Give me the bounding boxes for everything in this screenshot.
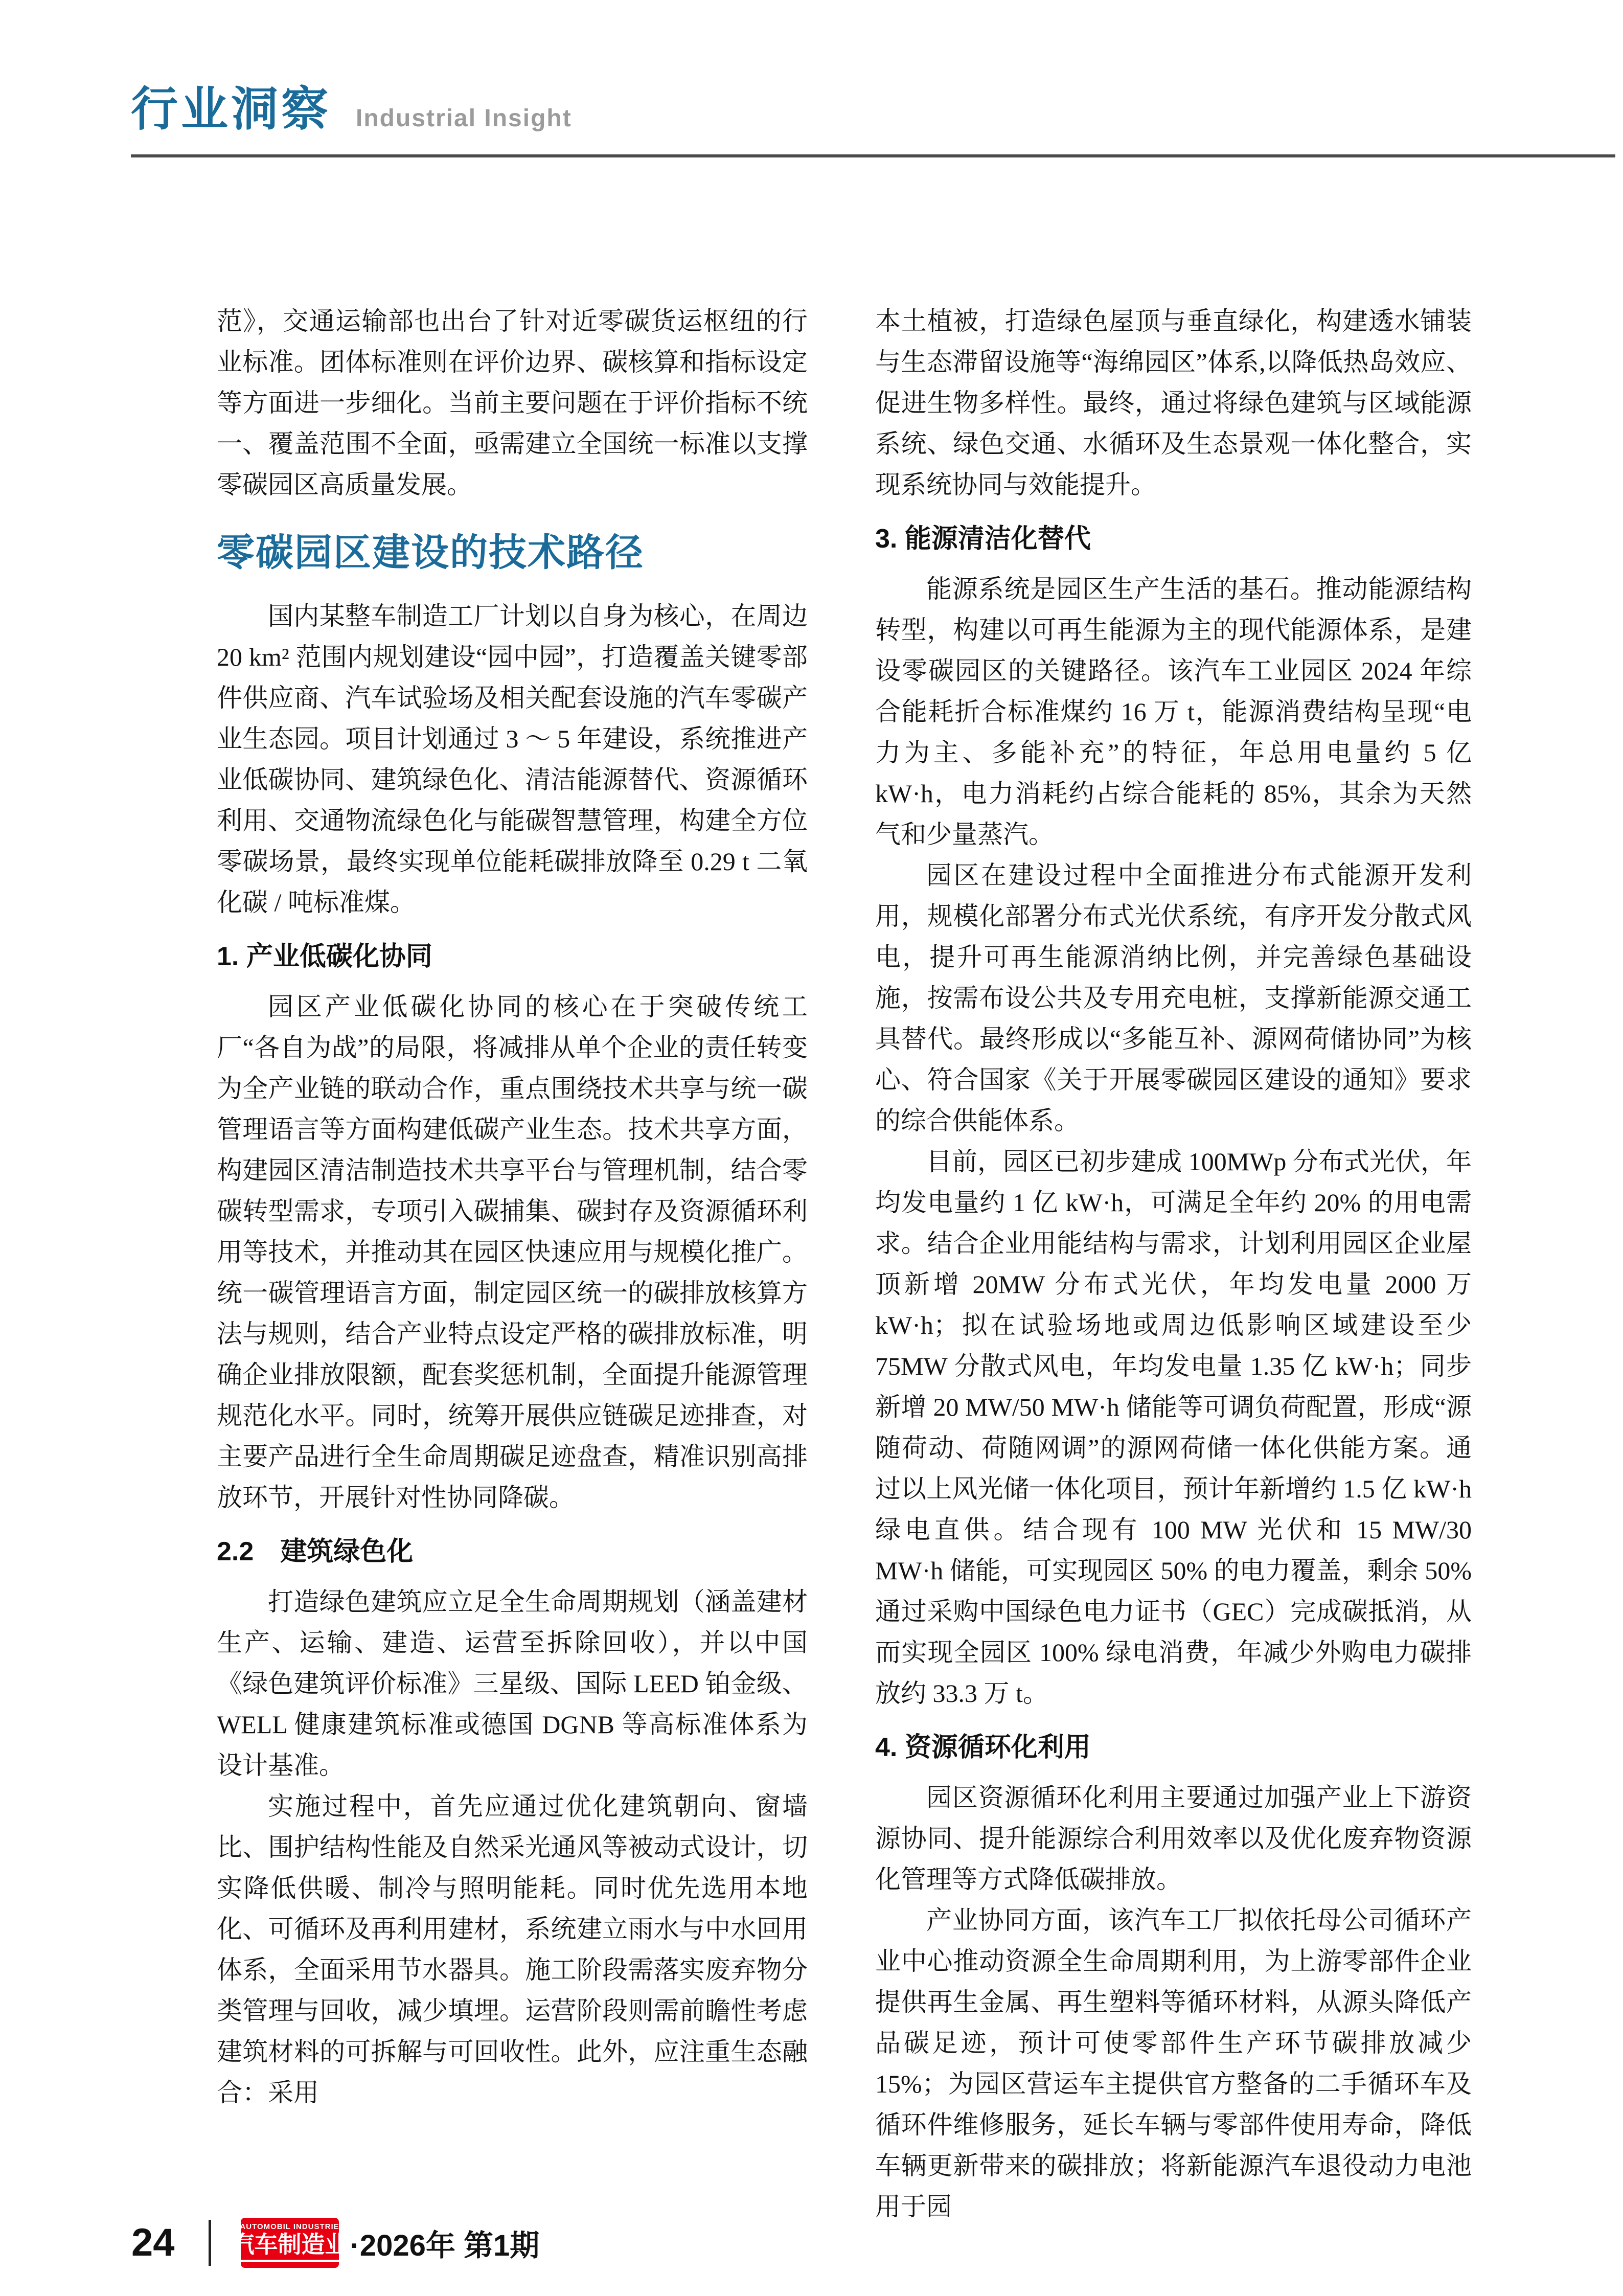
paragraph: 打造绿色建筑应立足全生命周期规划（涵盖建材生产、运输、建造、运营至拆除回收），并以中国《绿色建筑评价标准》三星级、国际 LEED 铂金级、WELL 健康建筑标准或德国 DGNB 等高标准体系为设计基准。 [217, 1587, 808, 1780]
section-heading: 零碳园区建设的技术路径 [217, 531, 644, 574]
section-title-cn: 行业洞察 [131, 83, 332, 135]
right-column [875, 301, 1472, 2227]
header-rule [131, 154, 1615, 157]
subsection-heading-3: 3. 能源清洁化替代 [875, 524, 1091, 554]
page-number: 24 [131, 2221, 175, 2264]
section-title-en: Industrial Insight [356, 105, 572, 132]
paragraph: 能源系统是园区生产生活的基石。推动能源结构转型，构建以可再生能源为主的现代能源体系，是建设零碳园区的关键路径。该汽车工业园区 2024 年综合能耗折合标准煤约 16 万 t，能源消费结构呈现“电力为主、多能补充”的特征，年总用电量约 5 亿 kW·h，电力消耗约占综合能耗的 85%，其余为天然气和少量蒸汽。 [875, 575, 1472, 849]
paragraph: 园区产业低碳化协同的核心在于突破传统工厂“各自为战”的局限，将减排从单个企业的责任转变为全产业链的联动合作，重点围绕技术共享与统一碳管理语言等方面构建低碳产业生态。技术共享方面，构建园区清洁制造技术共享平台与管理机制，结合零碳转型需求，专项引入碳捕集、碳封存及资源循环利用等技术，并推动其在园区快速应用与规模化推广。统一碳管理语言方面，制定园区统一的碳排放核算方法与规则，结合产业特点设定严格的碳排放标准，明确企业排放限额，配套奖惩机制，全面提升能源管理规范化水平。同时，统筹开展供应链碳足迹排查，对主要产品进行全生命周期碳足迹盘查，精准识别高排放环节，开展针对性协同降碳。 [217, 992, 808, 1512]
page-footer [131, 2218, 539, 2268]
page-header [131, 83, 572, 135]
paragraph: 目前，园区已初步建成 100MWp 分布式光伏，年均发电量约 1 亿 kW·h，可满足全年约 20% 的用电需求。结合企业用能结构与需求，计划利用园区企业屋顶新增 20MW 分布式光伏，年均发电量 2000 万 kW·h；拟在试验场地或周边低影响区域建设至少 75MW 分散式风电，年均发电量 1.35 亿 kW·h；同步新增 20 MW/50 MW·h 储能等可调负荷配置，形成“源随荷动、荷随网调”的源网荷储一体化供能方案。通过以上风光储一体化项目，预计年新增约 1.5 亿 kW·h 绿电直供。结合现有 100 MW 光伏和 15 MW/30 MW·h 储能，可实现园区 50% 的电力覆盖，剩余 50% 通过采购中国绿色电力证书（GEC）完成碳抵消，从而实现全园区 100% 绿电消费，年减少外购电力碳排放约 33.3 万 t。 [875, 1147, 1472, 1708]
footer-divider [209, 2220, 211, 2266]
issue-info: ·2026年 第1期 [350, 2229, 540, 2262]
paragraph: 园区资源循环化利用主要通过加强产业上下游资源协同、提升能源综合利用效率以及优化废弃物资源化管理等方式降低碳排放。 [875, 1783, 1472, 1894]
magazine-logo-title: 汽车制造业 [231, 2231, 349, 2262]
paragraph: 产业协同方面，该汽车工厂拟依托母公司循环产业中心推动资源全生命周期利用，为上游零部件企业提供再生金属、再生塑料等循环材料，从源头降低产品碳足迹，预计可使零部件生产环节碳排放减少 15%；为园区营运车主提供官方整备的二手循环车及循环件维修服务，延长车辆与零部件使用寿命，降低车辆更新带来的碳排放；将新能源汽车退役动力电池用于园 [875, 1906, 1472, 2221]
paragraph: 园区在建设过程中全面推进分布式能源开发利用，规模化部署分布式光伏系统，有序开发分散式风电，提升可再生能源消纳比例，并完善绿色基础设施，按需布设公共及专用充电桩，支撑新能源交通工具替代。最终形成以“多能互补、源网荷储协同”为核心、符合国家《关于开展零碳园区建设的通知》要求的综合供能体系。 [875, 861, 1472, 1135]
paragraph: 本土植被，打造绿色屋顶与垂直绿化，构建透水铺装与生态滞留设施等“海绵园区”体系,以降低热岛效应、促进生物多样性。最终，通过将绿色建筑与区域能源系统、绿色交通、水循环及生态景观一体化整合，实现系统协同与效能提升。 [875, 307, 1472, 499]
left-column [217, 301, 808, 2113]
subsection-heading-4: 4. 资源循环化利用 [875, 1733, 1091, 1762]
subsection-heading-1: 1. 产业低碳化协同 [217, 942, 432, 972]
paragraph: 实施过程中，首先应通过优化建筑朝向、窗墙比、围护结构性能及自然采光通风等被动式设计，切实降低供暖、制冷与照明能耗。同时优先选用本地化、可循环及再利用建材，系统建立雨水与中水回用体系，全面采用节水器具。施工阶段需落实废弃物分类管理与回收，减少填埋。运营阶段则需前瞻性考虑建筑材料的可拆解与可回收性。此外，应注重生态融合：采用 [217, 1792, 808, 2107]
paragraph: 国内某整车制造工厂计划以自身为核心，在周边 20 km² 范围内规划建设“园中园”，打造覆盖关键零部件供应商、汽车试验场及相关配套设施的汽车零碳产业生态园。项目计划通过 3 ～ 5 年建设，系统推进产业低碳协同、建筑绿色化、清洁能源替代、资源循环利用、交通物流绿色化与能碳智慧管理，构建全方位零碳场景，最终实现单位能耗碳排放降至 0.29 t 二氧化碳 / 吨标准煤。 [217, 602, 808, 917]
paragraph: 范》，交通运输部也出台了针对近零碳货运枢纽的行业标准。团体标准则在评价边界、碳核算和指标设定等方面进一步细化。当前主要问题在于评价指标不统一、覆盖范围不全面，亟需建立全国统一标准以支撑零碳园区高质量发展。 [217, 307, 808, 499]
magazine-logo-subtitle: AUTOMOBIL INDUSTRIE [240, 2222, 339, 2231]
magazine-logo [231, 2218, 349, 2268]
subsection-heading-2: 2.2 建筑绿色化 [217, 1537, 414, 1567]
